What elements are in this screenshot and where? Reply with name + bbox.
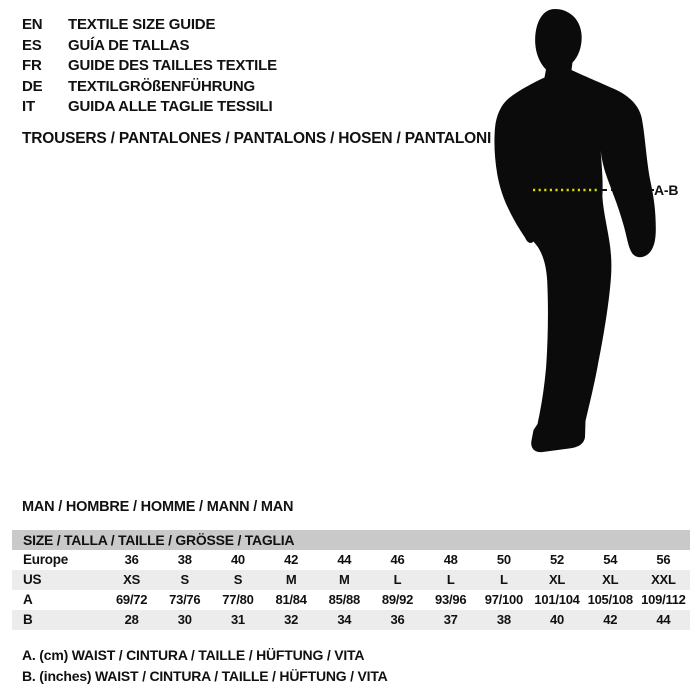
table-cell: XXL (651, 572, 676, 587)
language-code: IT (22, 98, 35, 115)
waist-measure-label: A-B (654, 182, 679, 198)
table-row-europe (12, 550, 690, 570)
table-cell: M (285, 572, 297, 587)
language-label: TEXTILE SIZE GUIDE (68, 16, 216, 33)
man-silhouette (494, 9, 655, 452)
table-cell: L (500, 572, 508, 587)
language-label: GUIDE DES TAILLES TEXTILE (68, 57, 277, 74)
table-cell: L (393, 572, 402, 587)
table-cell: S (233, 572, 243, 587)
table-cell: XL (602, 572, 619, 587)
table-cell: 37 (443, 612, 458, 627)
row-label: B (23, 612, 33, 627)
table-cell: 54 (603, 552, 618, 567)
language-label: GUIDA ALLE TAGLIE TESSILI (68, 98, 273, 115)
product-title: TROUSERS / PANTALONES / PANTALONS / HOSEN / PANTALONI (22, 130, 492, 147)
table-cell: XS (123, 572, 140, 587)
table-cell: XL (548, 572, 566, 587)
table-cell: 77/80 (222, 592, 254, 607)
row-label: A (23, 592, 33, 607)
table-cell: 30 (177, 612, 192, 627)
man-silhouette-figure (488, 7, 688, 457)
table-cell: 38 (496, 612, 511, 627)
size-table-header: SIZE / TALLA / TAILLE / GRÖSSE / TAGLIA (12, 530, 690, 550)
table-cell: 81/84 (275, 592, 307, 607)
table-cell: L (446, 572, 455, 587)
language-label: GUÍA DE TALLAS (68, 36, 190, 54)
language-row (22, 15, 277, 36)
table-cell: 50 (496, 552, 511, 567)
language-code: DE (22, 77, 43, 95)
table-cell: 32 (284, 612, 299, 627)
table-cell: 56 (656, 552, 671, 567)
table-cell: 34 (337, 612, 352, 627)
size-table (12, 530, 690, 630)
table-cell: 93/96 (435, 592, 467, 607)
footnotes (22, 645, 388, 686)
table-cell: 85/88 (328, 592, 360, 607)
table-cell: 44 (337, 552, 352, 567)
table-row-b-inches (12, 610, 690, 630)
table-cell: M (339, 572, 350, 587)
table-cell: 40 (550, 612, 565, 627)
table-cell: 48 (443, 552, 458, 567)
table-cell: 101/104 (534, 592, 580, 607)
table-cell: 36 (124, 552, 139, 567)
table-cell: 52 (550, 552, 565, 567)
language-row (22, 77, 277, 98)
table-cell: 97/100 (484, 592, 523, 607)
row-label: Europe (23, 552, 69, 567)
table-cell: 109/112 (641, 592, 686, 607)
table-row-us (12, 570, 690, 590)
language-row (22, 36, 277, 57)
language-label: TEXTILGRÖßENFÜHRUNG (68, 77, 256, 95)
language-row (22, 56, 277, 77)
table-cell: 38 (177, 552, 192, 567)
table-cell: 73/76 (169, 592, 201, 607)
table-cell: 69/72 (115, 592, 148, 607)
language-code: EN (22, 16, 43, 33)
language-code: FR (22, 57, 42, 74)
table-cell: 46 (390, 552, 405, 567)
language-list (22, 15, 277, 118)
row-label: US (23, 572, 42, 587)
table-cell: 28 (124, 612, 139, 627)
language-code: ES (22, 36, 42, 54)
table-cell: 42 (603, 612, 618, 627)
footnote-a: A. (cm) WAIST / CINTURA / TAILLE / HÜFTUNG / VITA (22, 647, 365, 663)
table-cell: 40 (230, 552, 245, 567)
table-row-a-cm (12, 590, 690, 610)
section-title-man: MAN / HOMBRE / HOMME / MANN / MAN (22, 499, 294, 515)
language-row (22, 97, 277, 118)
table-cell: 89/92 (381, 592, 414, 607)
footnote-b: B. (inches) WAIST / CINTURA / TAILLE / HÜFTUNG / VITA (22, 667, 388, 684)
table-cell: 31 (230, 612, 245, 627)
table-cell: 42 (284, 552, 299, 567)
table-cell: 36 (390, 612, 405, 627)
table-cell: 44 (656, 612, 671, 627)
table-cell: S (180, 572, 189, 587)
table-cell: 105/108 (587, 592, 633, 607)
